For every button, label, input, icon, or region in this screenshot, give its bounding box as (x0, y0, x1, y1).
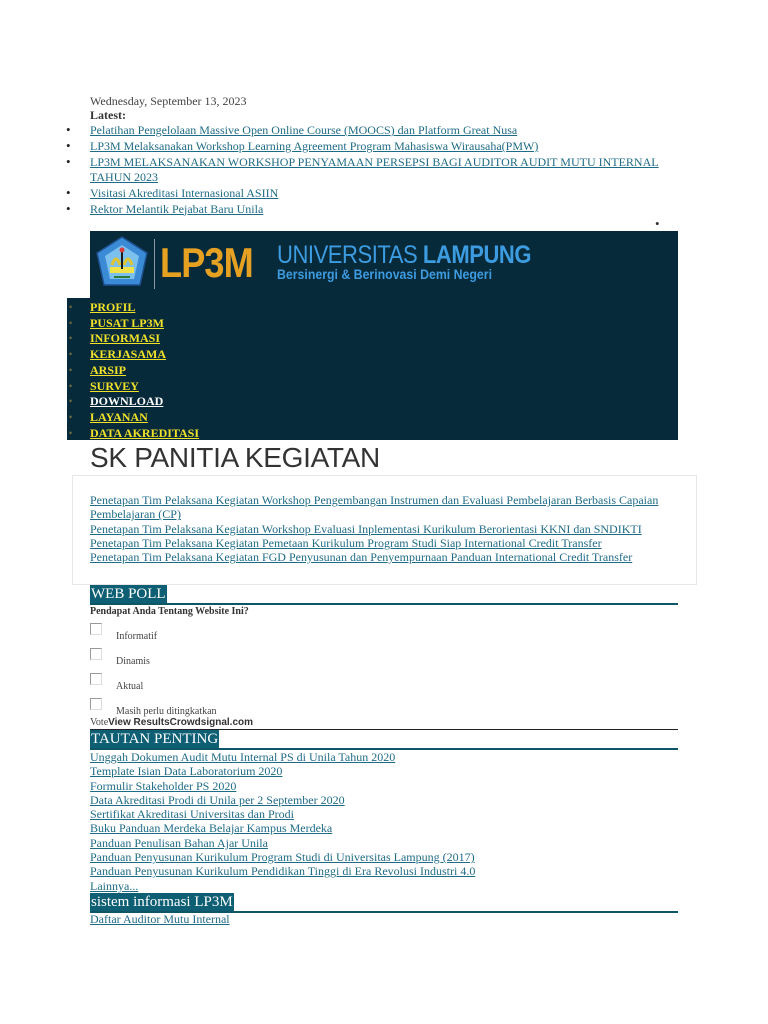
vote-button[interactable]: Vote (90, 717, 109, 728)
page-title: SK PANITIA KEGIATAN (90, 442, 380, 473)
sistem-informasi-list (90, 912, 230, 926)
nav-link-pusat-lp3m[interactable]: PUSAT LP3M (90, 315, 164, 330)
nav-item-data-akreditasi (90, 426, 199, 442)
poll-option[interactable] (90, 648, 390, 672)
sk-document-link[interactable]: Penetapan Tim Pelaksana Kegiatan Pemetaan Kurikulum Program Studi Siap International Credit Transfer (90, 535, 602, 550)
important-link[interactable]: Panduan Penyusunan Kurikulum Program Studi di Universitas Lampung (2017) (90, 850, 475, 865)
list-item (90, 139, 680, 154)
current-date: Wednesday, September 13, 2023 (90, 94, 247, 108)
nav-link-data-akreditasi[interactable]: DATA AKREDITASI (90, 425, 200, 440)
poll-checkbox[interactable] (90, 623, 102, 635)
nav-link-profil[interactable]: PROFIL (90, 300, 136, 314)
sistem-link[interactable]: Daftar Auditor Mutu Internal (90, 912, 230, 926)
poll-option-label: Aktual (116, 681, 144, 692)
important-link[interactable]: Template Isian Data Laboratorium 2020 (90, 764, 283, 779)
important-links-list (90, 750, 680, 893)
poll-option-label: Masih perlu ditingkatkan (116, 706, 217, 717)
latest-news-link[interactable]: LP3M Melaksanakan Workshop Learning Agreement Program Mahasiswa Wirausaha(PMW) (90, 139, 539, 153)
important-link[interactable]: Unggah Dokumen Audit Mutu Internal PS di Unila Tahun 2020 (90, 750, 396, 764)
bullet-icon: • (655, 216, 660, 231)
logo-univ-light: UNIVERSITAS (277, 241, 423, 269)
nav-item-profil (90, 300, 199, 316)
poll-option-label: Dinamis (116, 656, 150, 667)
poll-question: Pendapat Anda Tentang Website Ini? (90, 606, 249, 617)
nav-item-kerjasama (90, 347, 199, 363)
poll-checkbox[interactable] (90, 698, 102, 710)
nav-item-arsip (90, 363, 199, 379)
sk-document-link[interactable]: Penetapan Tim Pelaksana Kegiatan Workshop Evaluasi Inplementasi Kurikulum Berorientasi KKNI dan SNDIKTI (90, 521, 642, 536)
poll-checkbox[interactable] (90, 673, 102, 685)
site-header-banner[interactable] (90, 231, 678, 298)
latest-news-link[interactable]: LP3M MELAKSANAKAN WORKSHOP PENYAMAAN PERSEPSI BAGI AUDITOR AUDIT MUTU INTERNAL TAHUN 2023 (90, 155, 659, 184)
web-poll-heading (90, 585, 678, 605)
nav-link-kerjasama[interactable]: KERJASAMA (90, 347, 167, 362)
sk-document-link[interactable]: Penetapan Tim Pelaksana Kegiatan FGD Penyusunan dan Penyempurnaan Panduan International Credit Transfer (90, 550, 633, 565)
list-item (90, 123, 680, 138)
web-poll-title: WEB POLL (91, 586, 166, 602)
logo-tagline: Bersinergi & Berinovasi Demi Negeri (277, 266, 492, 282)
latest-news-link[interactable]: Rektor Melantik Pejabat Baru Unila (90, 201, 264, 216)
latest-news-link[interactable]: Pelatihan Pengelolaan Massive Open Online Course (MOOCS) dan Platform Great Nusa (90, 123, 518, 137)
sistem-informasi-heading (90, 893, 678, 913)
list-item (90, 155, 680, 184)
latest-news-list (90, 123, 680, 218)
important-link[interactable]: Buku Panduan Merdeka Belajar Kampus Merdeka (90, 821, 333, 836)
nav-item-informasi (90, 331, 199, 347)
poll-footer (90, 717, 253, 729)
logo-univ-bold: LAMPUNG (422, 241, 532, 269)
poll-option-label: Informatif (116, 631, 158, 642)
nav-link-layanan[interactable]: LAYANAN (90, 409, 148, 424)
latest-news-link[interactable]: Visitasi Akreditasi Internasional ASIIN (90, 185, 279, 200)
logo-divider (154, 239, 155, 289)
nav-link-informasi[interactable]: INFORMASI (90, 331, 161, 346)
poll-option[interactable] (90, 673, 390, 697)
tautan-penting-heading (90, 730, 678, 750)
poll-checkbox[interactable] (90, 648, 102, 660)
more-links-link[interactable]: Lainnya... (90, 878, 139, 893)
sk-document-link[interactable]: Penetapan Tim Pelaksana Kegiatan Workshop Pengembangan Instrumen dan Evaluasi Pembelajaran Berbasis Capaian Pembelajaran (CP) (90, 493, 659, 522)
main-navigation (67, 298, 678, 440)
list-item (90, 202, 680, 217)
latest-label: Latest: (90, 108, 126, 122)
list-item (90, 186, 680, 201)
sk-panitia-panel (72, 475, 697, 585)
crowdsignal-link[interactable]: Crowdsignal.com (169, 717, 254, 728)
important-link[interactable]: Data Akreditasi Prodi di Unila per 2 September 2020 (90, 792, 345, 807)
nav-link-survey[interactable]: SURVEY (90, 378, 139, 393)
nav-item-pusat-lp3m (90, 316, 199, 332)
important-link[interactable]: Sertifikat Akreditasi Universitas dan Prodi (90, 807, 294, 822)
logo-university-name (277, 241, 531, 269)
nav-item-download (90, 394, 199, 410)
nav-link-arsip[interactable]: ARSIP (90, 362, 127, 377)
important-link[interactable]: Formulir Stakeholder PS 2020 (90, 778, 237, 793)
nav-item-layanan (90, 410, 199, 426)
important-link[interactable]: Panduan Penyusunan Kurikulum Pendidikan Tinggi di Era Revolusi Industri 4.0 (90, 864, 476, 879)
view-results-link[interactable]: View Results (108, 717, 170, 728)
tautan-penting-title: TAUTAN PENTING (91, 731, 219, 747)
nav-item-survey (90, 379, 199, 395)
important-link[interactable]: Panduan Penulisan Bahan Ajar Unila (90, 835, 268, 850)
logo-lp3m-text: LP3M (160, 239, 253, 286)
university-emblem-icon (94, 235, 150, 293)
sistem-informasi-title: sistem informasi LP3M (91, 894, 233, 910)
nav-link-download[interactable]: DOWNLOAD (90, 394, 164, 409)
poll-option[interactable] (90, 623, 390, 647)
